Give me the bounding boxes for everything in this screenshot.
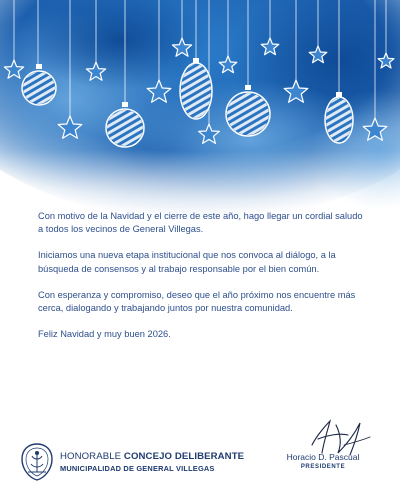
letter-body bbox=[38, 210, 368, 354]
municipality-name: MUNICIPALIDAD DE GENERAL VILLEGAS bbox=[60, 464, 215, 473]
letter-footer bbox=[0, 415, 400, 501]
letter-paragraph: Con motivo de la Navidad y el cierre de este año, hago llegar un cordial saludo a todos los vecinos de General Villegas. bbox=[38, 211, 363, 235]
signer-block bbox=[258, 452, 388, 470]
letter-paragraph: Iniciamos una nueva etapa institucional que nos convoca al diálogo, a la búsqueda de consensos y al trabajo responsable por el bien común. bbox=[38, 250, 336, 274]
signer-title: PRESIDENTE bbox=[300, 464, 346, 470]
municipal-seal-icon bbox=[20, 442, 54, 482]
organization-body: CONCEJO DELIBERANTE bbox=[123, 451, 245, 462]
organization-title bbox=[60, 451, 244, 462]
letter-paragraph: Con esperanza y compromiso, deseo que el año próximo nos encuentre más cerca, dialogando y trabajando juntos por nuestra comunidad. bbox=[38, 289, 356, 314]
signer-name: Horacio D. Pascual bbox=[286, 452, 360, 462]
letter-closing: Feliz Navidad y muy buen 2026. bbox=[38, 329, 171, 340]
organization-prefix: HONORABLE bbox=[60, 451, 122, 462]
watercolor-christmas-banner bbox=[0, 0, 400, 240]
organization-name bbox=[60, 451, 244, 473]
